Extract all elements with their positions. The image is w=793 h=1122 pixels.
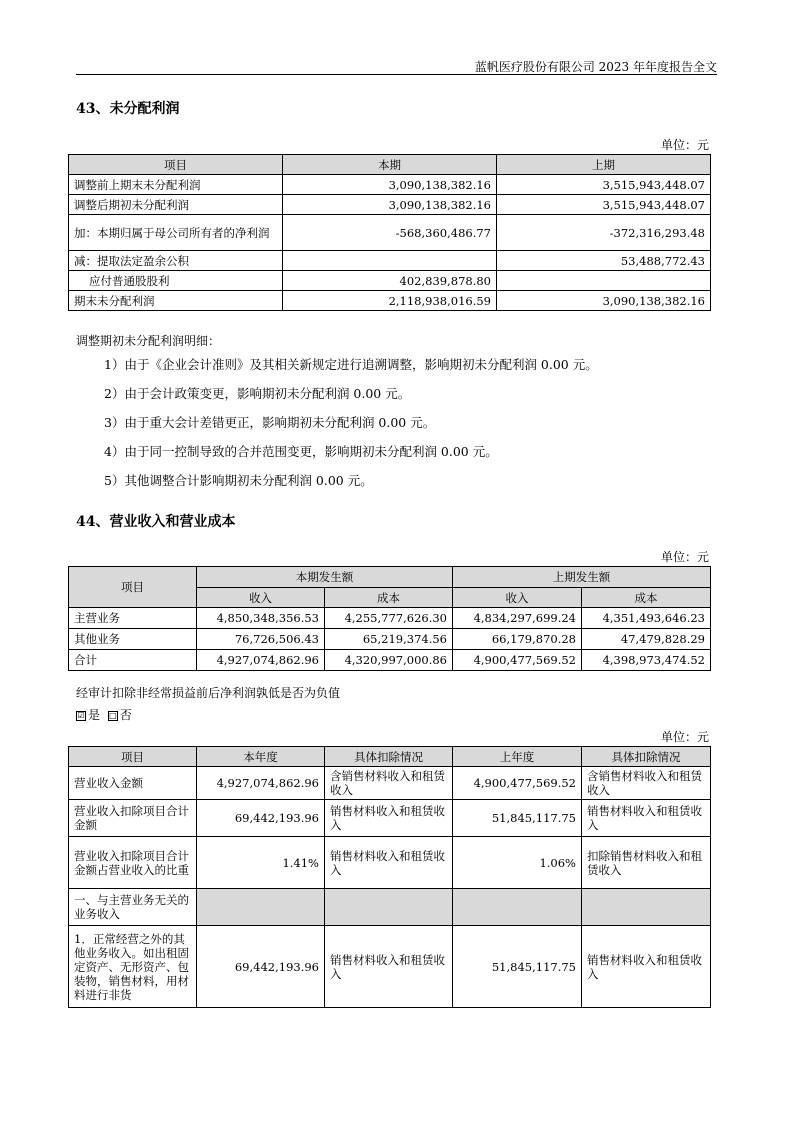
- col-header-prior-period: 上期发生额: [453, 567, 711, 588]
- col-header-cost: 成本: [582, 588, 711, 608]
- table-row: 营业收入扣除项目合计金额占营业收入的比重 1.41% 销售材料收入和租赁收入 1.06% 扣除销售材料收入和租赁收入: [69, 837, 711, 889]
- table-row: 其他业务 76,726,506.43 65,219,374.56 66,179,870.28 47,479,828.29: [69, 629, 711, 650]
- list-item: 3）由于重大会计差错更正，影响期初未分配利润 0.00 元。: [104, 415, 436, 430]
- table-row: 营业收入扣除项目合计金额 69,442,193.96 销售材料收入和租赁收入 51,845,117.75 销售材料收入和租赁收入: [69, 800, 711, 837]
- section-44-title: 44、营业收入和营业成本: [76, 514, 236, 530]
- header-divider: [76, 74, 717, 75]
- net-profit-question: 经审计扣除非经常损益前后净利润孰低是否为负值: [76, 686, 341, 700]
- col-header-item: 项目: [69, 747, 197, 767]
- checkbox-no: □: [109, 711, 117, 720]
- table-row: 主营业务 4,850,348,356.53 4,255,777,626.30 4,834,297,699.24 4,351,493,646.23: [69, 608, 711, 629]
- no-label: 否: [119, 708, 132, 722]
- table-row: 减：提取法定盈余公积 53,488,772.43: [69, 251, 711, 271]
- table-row: 应付普通股股利 402,839,878.80: [69, 271, 711, 291]
- section-43-title: 43、未分配利润: [76, 101, 180, 117]
- col-header-income: 收入: [453, 588, 582, 608]
- col-header-deduction-detail: 具体扣除情况: [582, 747, 711, 767]
- col-header-item: 项目: [69, 567, 197, 608]
- col-header-prior: 上期: [497, 155, 711, 175]
- yes-label: 是: [88, 708, 101, 722]
- table-row: 加：本期归属于母公司所有者的净利润 -568,360,486.77 -372,316,293.48: [69, 215, 711, 251]
- col-header-current-period: 本期发生额: [197, 567, 453, 588]
- list-item: 1）由于《企业会计准则》及其相关新规定进行追溯调整，影响期初未分配利润 0.00 元。: [104, 357, 598, 372]
- table-row: 1．正常经营之外的其他业务收入。如出租固定资产、无形资产、包装物，销售材料，用材料进行非货 69,442,193.96 销售材料收入和租赁收入 51,845,117.75 销售材料收入和租赁收入: [69, 926, 711, 1008]
- adjustment-note: 调整期初未分配利润明细：: [76, 334, 221, 348]
- checkbox-yes: ☑: [77, 711, 85, 720]
- deduction-unit: 单位：元: [660, 730, 709, 744]
- table-row: 合计 4,927,074,862.96 4,320,997,000.86 4,900,477,569.52 4,398,973,474.52: [69, 650, 711, 671]
- revenue-cost-table: [68, 566, 711, 671]
- table-row: 营业收入金额 4,927,074,862.96 含销售材料收入和租赁收入 4,900,477,569.52 含销售材料收入和租赁收入: [69, 767, 711, 800]
- list-item: 5）其他调整合计影响期初未分配利润 0.00 元。: [104, 473, 373, 488]
- section-43-unit: 单位：元: [660, 138, 709, 152]
- section-44-unit: 单位：元: [660, 550, 709, 564]
- table-row: 期末未分配利润 2,118,938,016.59 3,090,138,382.16: [69, 291, 711, 311]
- table-row: 一、与主营业务无关的业务收入: [69, 889, 711, 926]
- table-row: 调整前上期末未分配利润 3,090,138,382.16 3,515,943,448.07: [69, 175, 711, 195]
- col-header-income: 收入: [197, 588, 325, 608]
- report-header-title: 蓝帆医疗股份有限公司 2023 年年度报告全文: [474, 60, 717, 74]
- revenue-deduction-table: [68, 746, 711, 1008]
- col-header-deduction-detail: 具体扣除情况: [325, 747, 453, 767]
- col-header-item: 项目: [69, 155, 283, 175]
- col-header-cost: 成本: [325, 588, 453, 608]
- col-header-current: 本期: [283, 155, 497, 175]
- list-item: 2）由于会计政策变更，影响期初未分配利润 0.00 元。: [104, 386, 411, 401]
- undistributed-profit-table: [68, 154, 711, 311]
- col-header-this-year: 本年度: [197, 747, 325, 767]
- col-header-last-year: 上年度: [453, 747, 582, 767]
- list-item: 4）由于同一控制导致的合并范围变更，影响期初未分配利润 0.00 元。: [104, 444, 498, 459]
- table-row: 调整后期初未分配利润 3,090,138,382.16 3,515,943,448.07: [69, 195, 711, 215]
- yes-no-options: [76, 706, 132, 723]
